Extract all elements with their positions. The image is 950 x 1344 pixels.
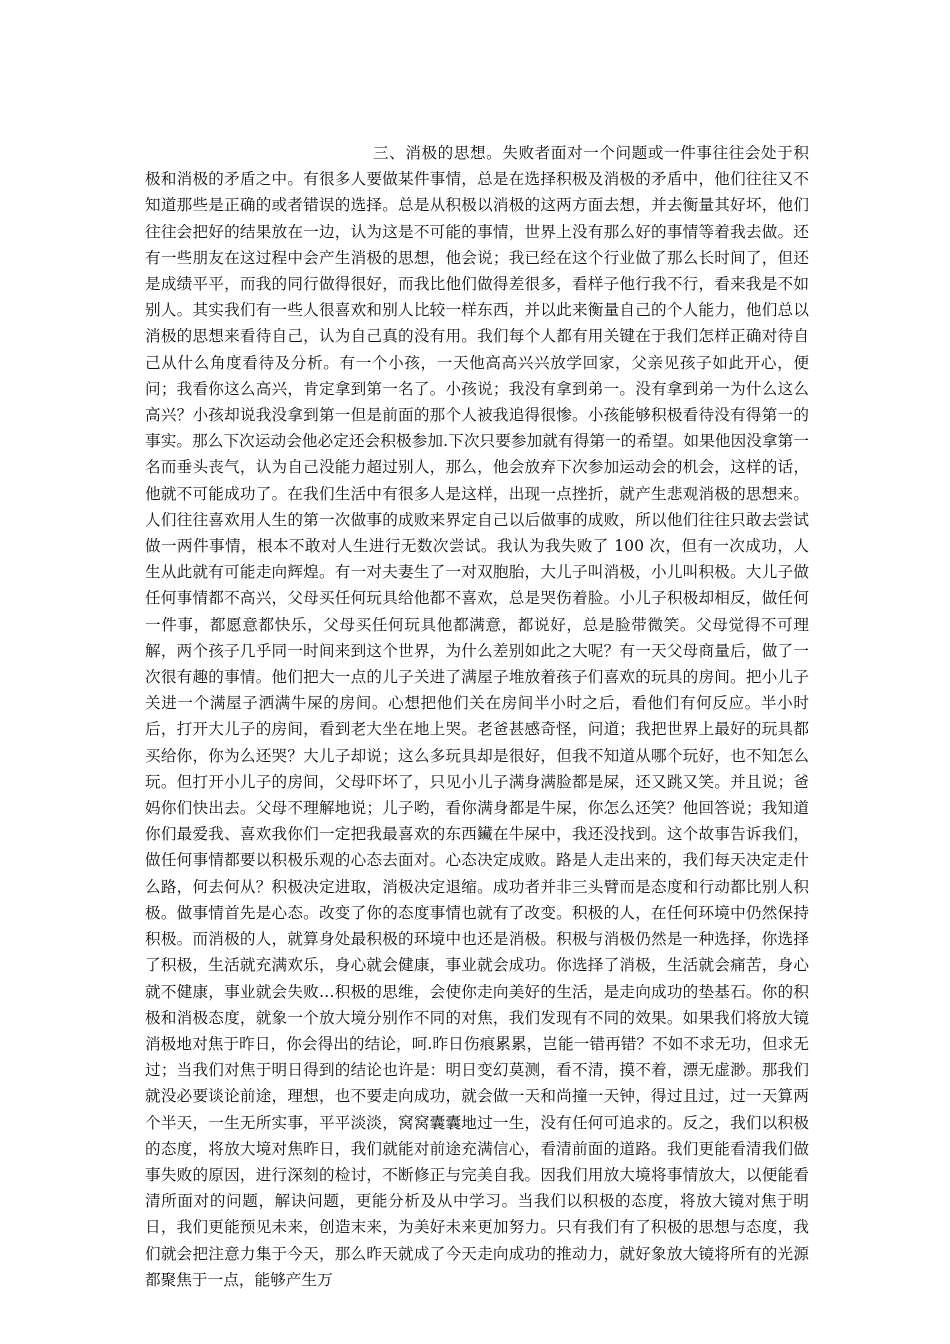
document-page <box>145 140 809 1293</box>
body-paragraph: 三、消极的思想。失败者面对一个问题或一件事往往会处于积极和消极的矛盾之中。有很多人要做某件事情，总是在选择积极及消极的矛盾中，他们往往又不知道那些是正确的或者错误的选择。总是从积极以消极的这两方面去想，并去衡量其好坏，他们往往会把好的结果放在一边，认为这是不可能的事情，世界上没有那么好的事情等着我去做。还有一些朋友在这过程中会产生消极的思想，他会说；我已经在这个行业做了那么长时间了，但还是成绩平平，而我的同行做得很好，而我比他们做得差很多，看样子他行我不行，看来我是不如别人。其实我们有一些人很喜欢和别人比较一样东西，并以此来衡量自己的个人能力，他们总以消极的思想来看待自己，认为自己真的没有用。我们每个人都有用关键在于我们怎样正确对待自己从什么角度看待及分析。有一个小孩，一天他高高兴兴放学回家，父亲见孩子如此开心，便问；我看你这么高兴，肯定拿到第一名了。小孩说；我没有拿到弟一。没有拿到弟一为什么这么高兴？小孩却说我没拿到第一但是前面的那个人被我追得很惨。小孩能够积极看待没有得第一的事实。那么下次运动会他必定还会积极参加.下次只要参加就有得第一的希望。如果他因没拿第一名而垂头丧气，认为自己没能力超过别人，那么，他会放弃下次参加运动会的机会，这样的话，他就不可能成功了。在我们生活中有很多人是这样，出现一点挫折，就产生悲观消极的思想来。人们往往喜欢用人生的第一次做事的成败来界定自己以后做事的成败，所以他们往往只敢去尝试做一两件事情，根本不敢对人生进行无数次尝试。我认为我失败了 100 次，但有一次成功，人生从此就有可能走向辉煌。有一对夫妻生了一对双胞胎，大儿子叫消极，小儿叫积极。大儿子做任何事情都不高兴，父母买任何玩具给他都不喜欢，总是哭伤着脸。小儿子积极却相反，做任何一件事，都愿意都快乐，父母买任何玩具他都满意，都说好，总是脸带微笑。父母觉得不可理解，两个孩子几乎同一时间来到这个世界，为什么差别如此之大呢？有一天父母商量后，做了一次很有趣的事情。他们把大一点的儿子关进了满屋子堆放着孩子们喜欢的玩具的房间。把小儿子关进一个满屋子洒满牛屎的房间。心想把他们关在房间半小时之后，看他们有何反应。半小时后，打开大儿子的房间，看到老大坐在地上哭。老爸甚感奇怪，问道；我把世界上最好的玩具都买给你，你为么还哭？大儿子却说；这么多玩具却是很好，但我不知道从哪个玩好，也不知怎么玩。但打开小儿子的房间，父母吓坏了，只见小儿子满身满脸都是屎，还又跳又笑。并且说；爸妈你们快出去。父母不理解地说；儿子哟，看你满身都是牛屎，你怎么还笑？他回答说；我知道你们最爱我、喜欢我你们一定把我最喜欢的东西鑶在牛屎中，我还没找到。这个故事告诉我们，做任何事情都要以积极乐观的心态去面对。心态决定成败。路是人走出来的，我们每天决定走什么路，何去何从？积极决定进取，消极决定退缩。成功者并非三头臂而是态度和行动都比别人积极。做事情首先是心态。改变了你的态度事情也就有了改变。积极的人，在任何环境中仍然保持积极。而消极的人，就算身处最积极的环境中也还是消极。积极与消极仍然是一种选择，你选择了积极，生活就充满欢乐，身心就会健康，事业就会成功。你选择了消极，生活就会痛苦，身心就不健康，事业就会失败…积极的思维，会使你走向美好的生活，是走向成功的垫基石。你的积极和消极态度，就象一个放大境分别作不同的对焦，我们发现有不同的效果。如果我们将放大镜消极地对焦于昨日，你会得出的结论，呵.昨日伤痕累累，岂能一错再错？不如不求无功，但求无过；当我们对焦于明日得到的结论也许是：明日变幻莫测，看不清，摸不着，漂无虚渺。那我们就没必要谈论前途，理想，也不要走向成功，就会做一天和尚撞一天钟，得过且过，过一天算两个半天，一生无所实事，平平淡淡，窝窝囊囊地过一生，没有任何可追求的。反之，我们以积极的态度，将放大境对焦昨日，我们就能对前途充满信心，看清前面的道路。我们更能看清我们做事失败的原因，进行深刻的检讨，不断修正与完美自我。因我们用放大境将事情放大，以便能看清所面对的问题，解诀问题，更能分析及从中学习。当我们以积极的态度，将放大镜对焦于明日，我们更能预见未来，创造末来，为美好未来更加努力。只有我们有了积极的思想与态度，我们就会把注意力集于今天，那么昨天就成了今天走向成功的推动力，就好象放大镜将所有的光源都聚焦于一点，能够产生万 <box>145 144 809 1289</box>
